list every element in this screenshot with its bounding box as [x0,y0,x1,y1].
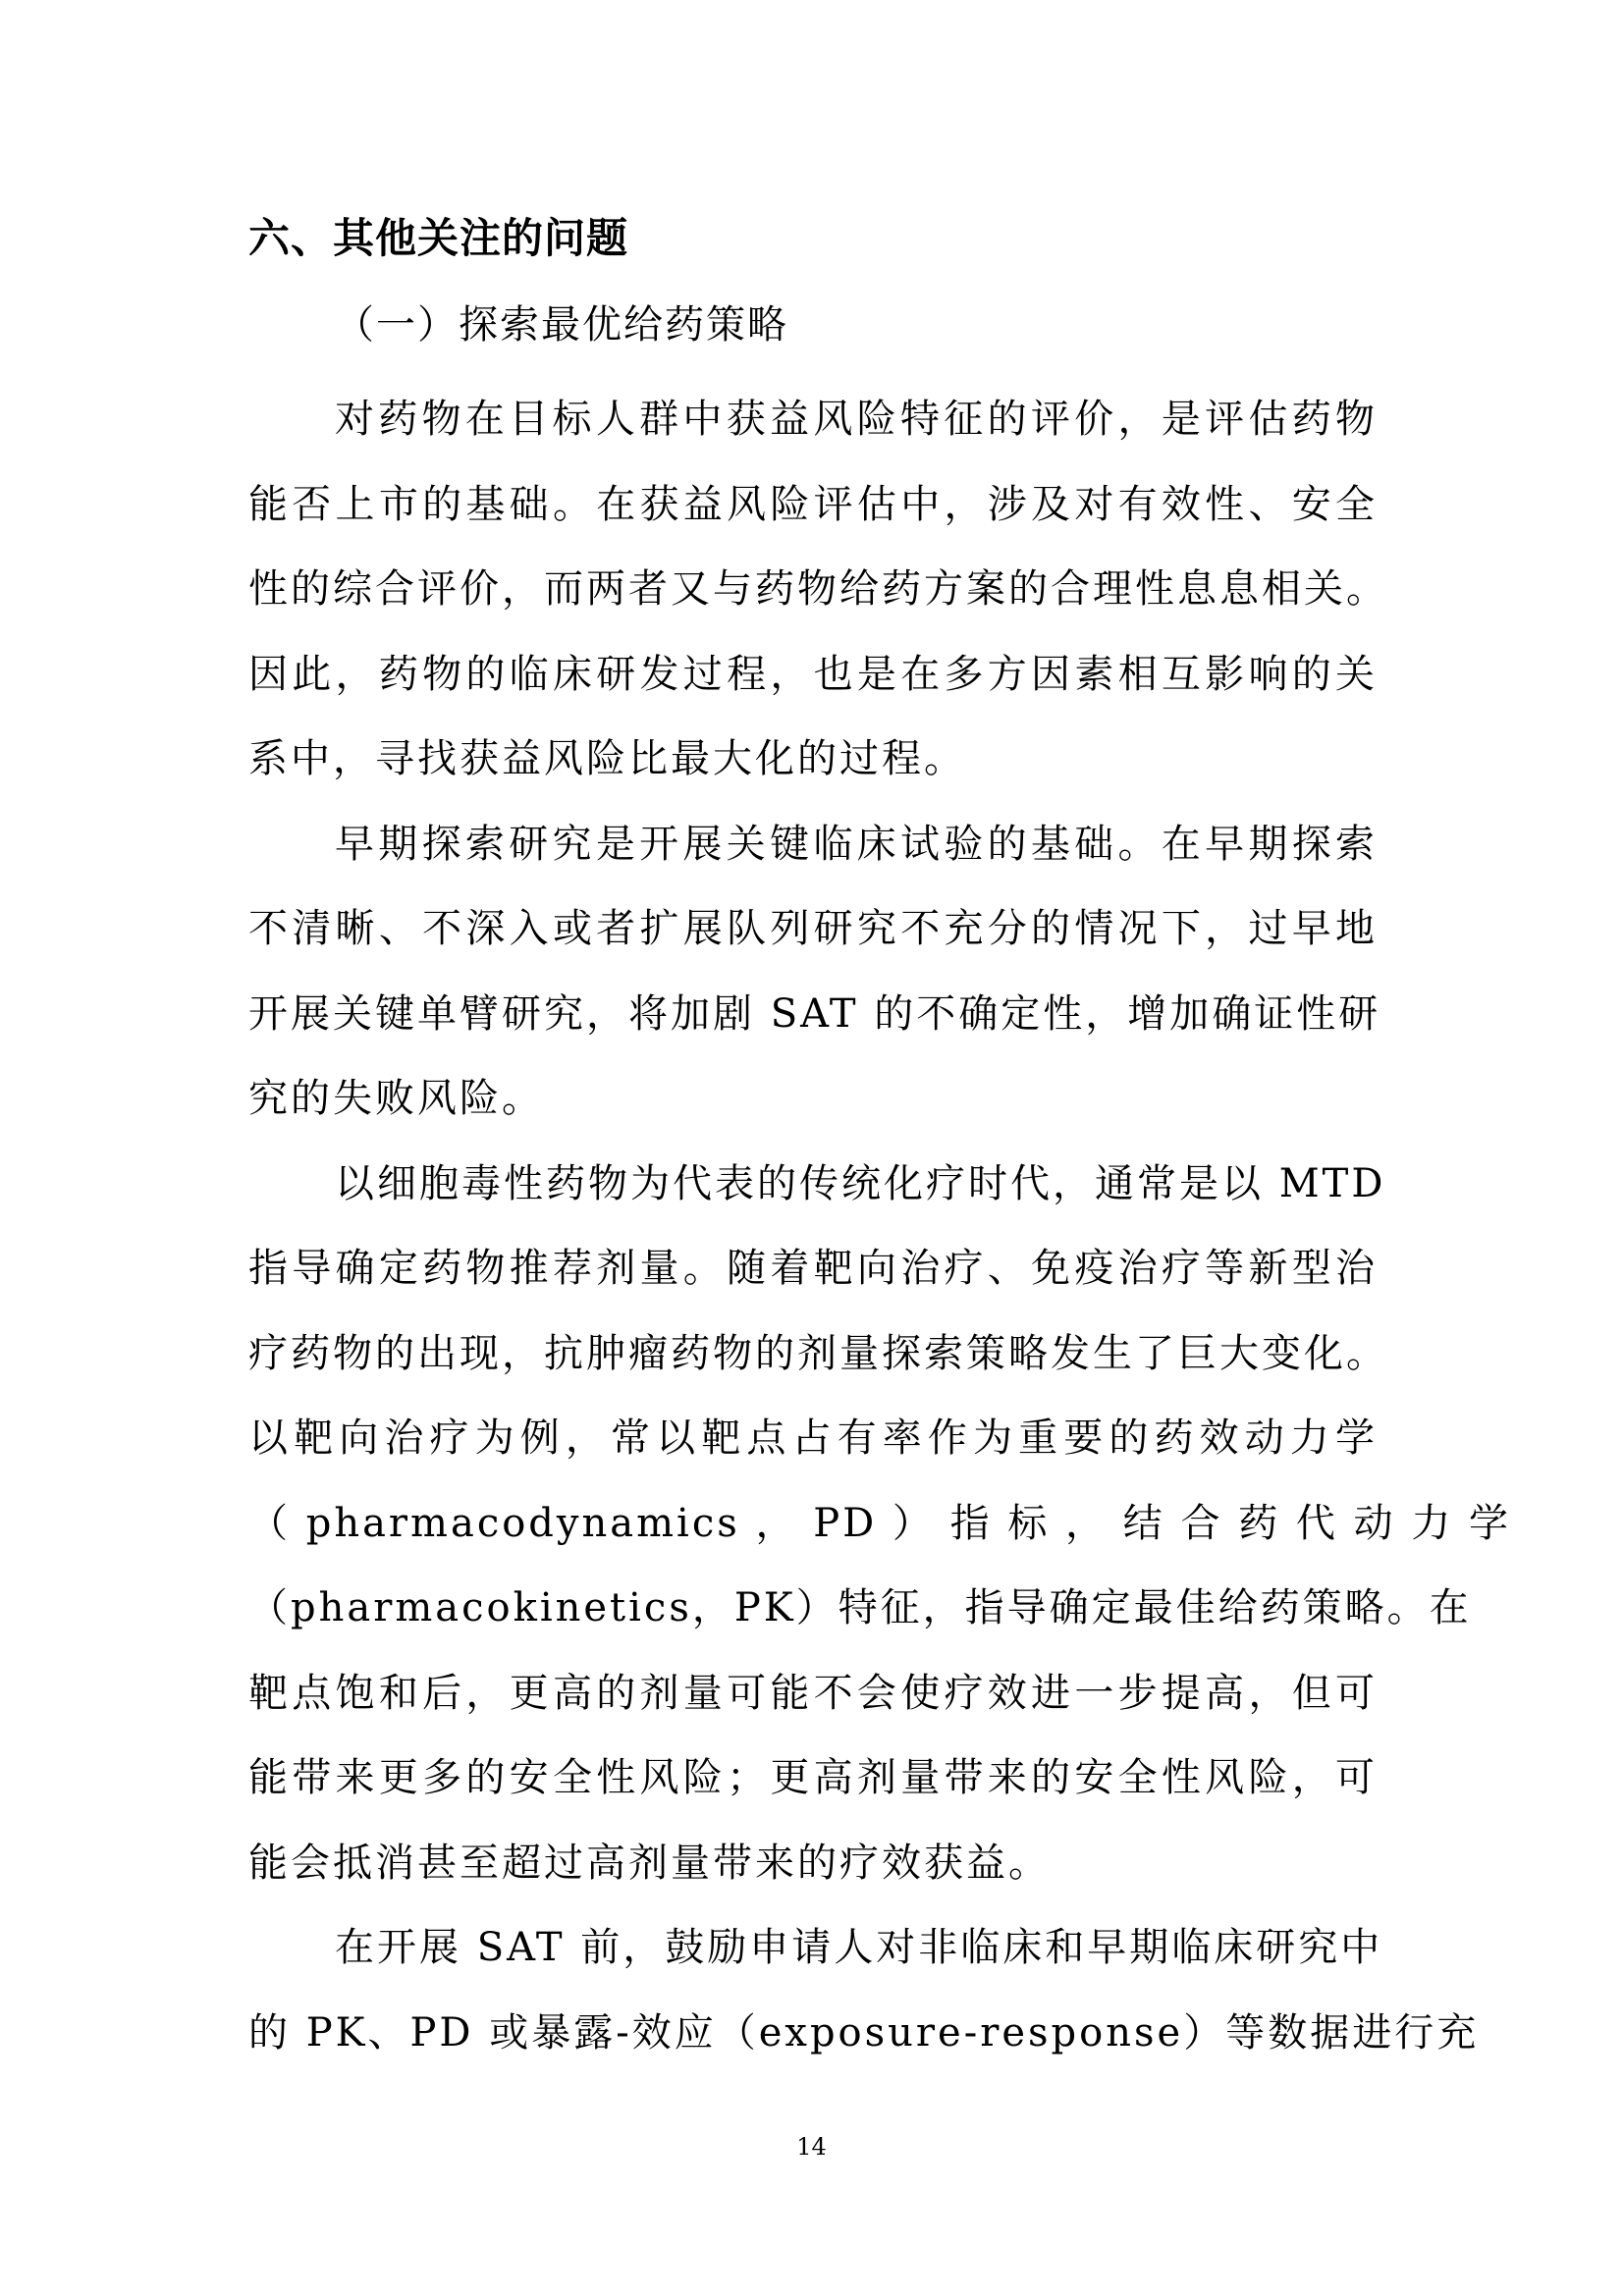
paragraph-line: 在开展 SAT 前，鼓励申请人对非临床和早期临床研究中 [335,1925,1383,1970]
paragraph-line: 不清晰、不深入或者扩展队列研究不充分的情况下，过早地 [248,906,1378,951]
paragraph-line: 的 PK、PD 或暴露-效应（exposure-response）等数据进行充 [248,2009,1480,2056]
paragraph-line: 究的失败风险。 [248,1076,544,1121]
page-number: 14 [796,2133,827,2161]
paragraph-line: （pharmacokinetics，PK）特征，指导确定最佳给药策略。在 [248,1585,1472,1630]
paragraph-2 [248,802,1381,1142]
page-content [248,204,1512,2075]
paragraph-line: 因此，药物的临床研发过程，也是在多方因素相互影响的关 [248,651,1378,697]
paragraph-line: 性的综合评价，而两者又与药物给药方案的合理性息息相关。 [248,566,1388,612]
paragraph-line: 对药物在目标人群中获益风险特征的评价，是评估药物 [335,397,1378,442]
paragraph-line: 疗药物的出现，抗肿瘤药物的剂量探索策略发生了巨大变化。 [248,1330,1388,1376]
paragraph-line: 以细胞毒性药物为代表的传统化疗时代，通常是以 MTD [335,1160,1386,1206]
paragraph-line: 以靶向治疗为例，常以靶点占有率作为重要的药效动力学 [248,1415,1378,1461]
paragraph-line: （ pharmacodynamics ， PD ） 指 标 ， 结 合 药 代 动 力 学 [248,1500,1512,1546]
sub-heading: （一）探索最优给药策略 [335,302,788,347]
section-heading: 六、其他关注的问题 [248,214,629,262]
paragraph-1 [248,377,1388,802]
paragraph-line: 能带来更多的安全性风险；更高剂量带来的安全性风险，可 [248,1755,1378,1800]
paragraph-4 [248,1905,1480,2075]
paragraph-3 [248,1142,1512,1906]
paragraph-line: 早期探索研究是开展关键临床试验的基础。在早期探索 [335,821,1378,867]
paragraph-line: 开展关键单臂研究，将加剧 SAT 的不确定性，增加确证性研 [248,990,1381,1037]
paragraph-line: 能否上市的基础。在获益风险评估中，涉及对有效性、安全 [248,481,1378,527]
paragraph-line: 靶点饱和后，更高的剂量可能不会使疗效进一步提高，但可 [248,1670,1378,1716]
paragraph-line: 指导确定药物推荐剂量。随着靶向治疗、免疫治疗等新型治 [248,1246,1378,1291]
paragraph-line: 能会抵消甚至超过高剂量带来的疗效获益。 [248,1840,1051,1886]
paragraph-line: 系中，寻找获益风险比最大化的过程。 [248,736,966,781]
